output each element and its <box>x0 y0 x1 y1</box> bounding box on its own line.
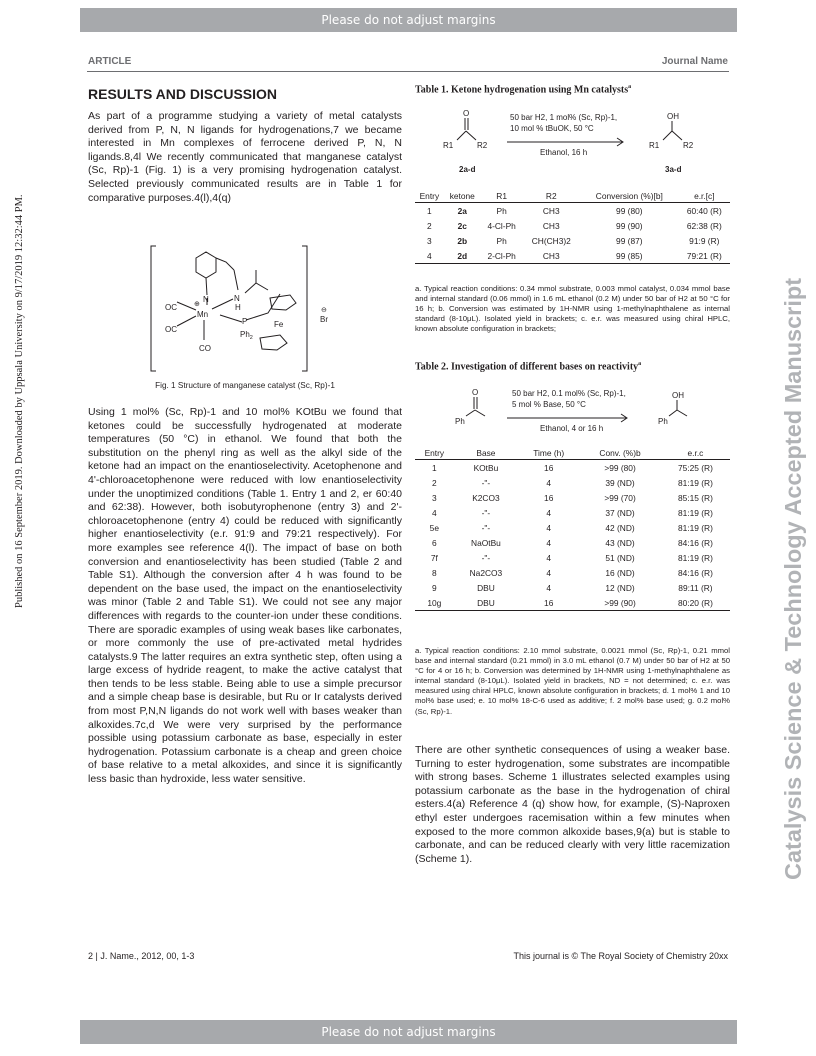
table-row <box>415 595 730 611</box>
table-cell: 16 (ND) <box>605 567 635 578</box>
table-cell: 16 <box>518 595 579 611</box>
page-footer-citation: 2 | J. Name., 2012, 00, 1-3 <box>88 951 195 961</box>
scheme-solvent: Ethanol, 4 or 16 h <box>540 424 604 433</box>
table-2 <box>415 446 730 611</box>
table-cell: 2c <box>457 220 467 231</box>
header-rule <box>87 71 729 72</box>
table-cell: 2 <box>432 477 437 488</box>
catalyst-structure-drawing <box>150 240 350 376</box>
amine-h-label: H <box>235 303 241 312</box>
table-cell: 7f <box>430 552 438 563</box>
pyridine-n-label: N <box>203 295 209 304</box>
hydroxyl-oh: OH <box>667 112 679 121</box>
scheme-conditions: 50 bar H2, 1 mol% (Sc, Rp)-1, <box>510 113 618 122</box>
table-cell: 91:9 (R) <box>689 235 720 246</box>
phosphorus-label: P <box>242 317 248 326</box>
iron-label: Fe <box>274 320 284 329</box>
table-row <box>415 490 730 505</box>
table-row <box>415 520 730 535</box>
r1-label: R1 <box>649 141 660 150</box>
r1-label: R1 <box>443 141 454 150</box>
table-cell: Ph <box>481 203 523 219</box>
table-cell: 12 (ND) <box>605 582 635 593</box>
margin-notice-bottom: Please do not adjust margins <box>80 1020 737 1044</box>
phenyl-label: Ph <box>455 417 465 426</box>
table-cell: 8 <box>432 567 437 578</box>
table-cell: 4 <box>546 477 552 488</box>
table-header-row <box>415 446 730 460</box>
table-row <box>415 550 730 565</box>
table-cell: 1 <box>415 460 454 476</box>
table-cell: 99 (90) <box>616 220 643 231</box>
table-cell: -"- <box>481 507 491 518</box>
accepted-manuscript-watermark: Catalysis Science & Technology Accepted Manuscript <box>780 277 806 880</box>
article-label: ARTICLE <box>88 56 132 67</box>
table-cell: K2CO3 <box>472 492 500 503</box>
table-1-title: Table 1. Ketone hydrogenation using Mn catalysts$^a$ <box>415 84 632 96</box>
table-1-scheme <box>415 104 730 186</box>
column-header: R2 <box>545 190 557 201</box>
table-2-title: Table 2. Investigation of different bases on reactivity$^a$ <box>415 361 642 373</box>
base-screening-scheme <box>415 382 730 438</box>
table-cell: 6 <box>432 537 437 548</box>
figure-1 <box>150 240 350 376</box>
table-cell: 99 (80) <box>580 203 679 219</box>
table-cell: -"- <box>481 477 491 488</box>
paragraph-results: Using 1 mol% (Sc, Rp)-1 and 10 mol% KOtBu we found that ketones could be successfully hydrogenated at moderate temperatures (50 °C) in ethanol. We found that both the substitution on the phenyl ring as well as the alkyl side of the ketone had an impact on the enantioselectivity. Acetophenone and 4'-chloroacetophenone were reduced with low enantioselectivity under the unoptimized conditions (Table 1. Entry 1 and 2, er 60:40 and 62:38). However, both isobutyrophenone (entry 3) and 2'-chloroacetophenone (entry 4) could be reduced with significantly higher enantioselectivity (e.r. 91:9 and 79:21 respectively). For more examples see reference 4(l). The impact of base on both conversion and enantioselectivity has been studied (Table 2 and Table S1). Although the conversion after 4 h was found to be dependent on the base used, the impact on the enantioselectivity was minor (Table 2 and Table S1). We could not see any major differences with regards to the counter-ion under these conditions. There are sporadic examples of using weak bases like carbonates, or more commonly the use of pre-activated metal hydrides catalysts.9 The latter requires an extra synthetic step, often using a large excess of hydride reagent, to make the active catalyst that then tends to be less stable. Being able to use a simple precursor and a simple cheap base is desirable, but Ru or Ir catalysts derived from most P,N,N ligands do not work well with bases weaker than alkoxides.7c,d We were very surprised by the performance possible using potassium carbonate as base, especially in ester hydrogenation. Potassium carbonate is a cheap and green choice of base relative to a metal alkoxides, and since it is significantly less basic than hydroxide, less water sensitive. <box>88 406 402 786</box>
table-row <box>415 460 730 476</box>
table-cell: 2-Cl-Ph <box>481 248 523 264</box>
table-cell: 5e <box>429 522 439 533</box>
ketone-hydrogenation-scheme <box>415 104 730 186</box>
table-row <box>415 233 730 248</box>
column-header: e.r.[c] <box>694 190 715 201</box>
table-cell: 39 (ND) <box>605 477 635 488</box>
table-cell: 4 <box>415 248 444 264</box>
table-cell: 1 <box>415 203 444 219</box>
table-cell: 4 <box>546 582 552 593</box>
table-cell: 37 (ND) <box>605 507 635 518</box>
table-cell: 16 <box>544 492 554 503</box>
table-cell: 51 (ND) <box>605 552 635 563</box>
oc-label: OC <box>165 325 177 334</box>
download-side-note: Published on 16 September 2019. Downloaded by Uppsala University on 9/17/2019 12:32:44 PM. <box>14 194 25 608</box>
table-cell: KOtBu <box>454 460 518 476</box>
table-cell: 4 <box>546 522 552 533</box>
column-header: R1 <box>496 190 507 201</box>
table-cell: NaOtBu <box>471 537 501 548</box>
paragraph-weaker-base: There are other synthetic consequences of using a weaker base. Turning to ester hydrogenation, some substrates are incompatible with strong bases. Scheme 1 illustrates selected examples using potassium carbonate as the base in the hydrogenation of chiral esters.4(a) Reference 4 (q) show how, for example, (S)-Naproxen ethyl ester undergoes racemisation within a few minutes when exposed to the more common alkoxide bases,9(a) but is stable to carbonate, and can be reduced clearly with very little racemization (Scheme 1). <box>415 744 730 865</box>
table-cell: 81:19 (R) <box>677 507 713 518</box>
table-cell: 2a <box>444 203 481 219</box>
margin-notice-top: Please do not adjust margins <box>80 8 737 32</box>
table-cell: 4 <box>546 567 552 578</box>
column-header: Time (h) <box>533 447 565 458</box>
table-cell: 42 (ND) <box>605 522 635 533</box>
table-cell: 81:19 (R) <box>677 477 713 488</box>
table-cell: 9 <box>432 582 437 593</box>
table-cell: 10g <box>415 595 454 611</box>
page-footer-copyright: This journal is © The Royal Society of Chemistry 20xx <box>513 951 728 961</box>
hydroxyl-oh: OH <box>672 391 684 400</box>
column-header: Conversion (%)[b] <box>595 190 663 201</box>
substrate-label: 2a-d <box>459 165 476 174</box>
table-cell: >99 (90) <box>579 595 661 611</box>
table-1-footnote: a. Typical reaction conditions: 0.34 mmol substrate, 0.003 mmol catalyst, 0.034 mmol base and internal standard (0.06 mmol) in 1.6 mL ethanol (0.2 M) under 50 bar of H2 at 50 °C for 16 h; b. Conversion was estimated by 1H-NMR using 1-methylnaphthalene as internal standard (8-10μL). Isolated yield in brackets; c. e.r. was measured using chiral HPLC, known absolute configuration in brackets; <box>415 284 730 334</box>
table-row <box>415 203 730 219</box>
table-cell: >99 (80) <box>579 460 661 476</box>
table-cell: 4 <box>546 507 552 518</box>
table-cell: 4-Cl-Ph <box>487 220 516 231</box>
table-cell: CH3 <box>542 220 560 231</box>
table-cell: 79:21 (R) <box>679 248 730 264</box>
bromide-label: Br <box>320 315 328 324</box>
column-header: Entry <box>424 447 445 458</box>
table-row <box>415 248 730 264</box>
table-cell: 3 <box>427 235 432 246</box>
table-cell: Ph <box>496 235 507 246</box>
table-cell: 62:38 (R) <box>686 220 722 231</box>
table-2-footnote: a. Typical reaction conditions: 2.10 mmol substrate, 0.0021 mmol (Sc, Rp)-1, 0.21 mmol base and internal standard (0.21 mmol) in 3.0 mL ethanol (0.7 M) under 50 bar of H2 at 50 °C for 4 or 16 h; b. Conversion was determined by 1H-NMR using 1-methylnaphthalene as internal standard (8-10μL). Isolated yield in brackets, ND = not determined; c. e.r. was measured using chiral HPLC, known absolute configuration in brackets; d. 1 mol% 1 and 10 mol% base used; e. 10 mol% 18-C-6 used as additive; f. 2 mol% base used; g. 0.2 mol% (Sc, Rp)-1. <box>415 646 730 716</box>
paragraph-intro: As part of a programme studying a variety of metal catalysts derived from P, N, N ligands for hydrogenations,7 we became interested in Mn complexes of ferrocene derived P, N, N ligands.8,4l We recently communicated that manganese catalyst (Sc, Rp)-1 (Fig. 1) is a very promising hydrogenation catalyst. Selected previously communicated results are in Table 1 for comparative purposes.4(l),4(q) <box>88 110 402 204</box>
scheme-conditions: 10 mol % tBuOK, 50 °C <box>510 124 594 133</box>
table-cell: 80:20 (R) <box>661 595 730 611</box>
carbonyl-o: O <box>463 109 470 118</box>
table-cell: CH(CH3)2 <box>531 235 571 246</box>
table-cell: 2 <box>427 220 432 231</box>
table-cell: 2b <box>457 235 468 246</box>
scheme-conditions: 5 mol % Base, 50 °C <box>512 400 586 409</box>
table-cell: 99 (85) <box>580 248 679 264</box>
table-cell: 43 (ND) <box>605 537 635 548</box>
table-cell: 81:19 (R) <box>677 522 713 533</box>
table-cell: >99 (70) <box>604 492 636 503</box>
table-row <box>415 218 730 233</box>
table-cell: DBU <box>454 595 518 611</box>
figure-1-caption: Fig. 1 Structure of manganese catalyst (Sc, Rp)-1 <box>155 381 335 390</box>
table-cell: 81:19 (R) <box>677 552 713 563</box>
table-cell: 3 <box>432 492 437 503</box>
r2-label: R2 <box>477 141 488 150</box>
mn-label: Mn <box>197 310 209 319</box>
r2-label: R2 <box>683 141 694 150</box>
table-cell: CH3 <box>523 248 581 264</box>
amine-n-label: N <box>234 294 240 303</box>
phenyl-label: Ph <box>658 417 668 426</box>
column-header: ketone <box>449 190 475 201</box>
column-header: Entry <box>419 190 440 201</box>
carbonyl-o: O <box>472 388 479 397</box>
table-cell: -"- <box>481 522 491 533</box>
table-1 <box>415 189 730 264</box>
table-row <box>415 580 730 595</box>
ph2-label: $Ph_2$ <box>240 330 253 341</box>
column-header: e.r.c <box>687 447 704 458</box>
table-row <box>415 475 730 490</box>
table-cell: 2d <box>444 248 481 264</box>
section-heading: RESULTS AND DISCUSSION <box>88 86 278 102</box>
table-cell: -"- <box>481 552 491 563</box>
table-row <box>415 565 730 580</box>
co-label: CO <box>199 344 211 353</box>
scheme-conditions: 50 bar H2, 0.1 mol% (Sc, Rp)-1, <box>512 389 626 398</box>
table-cell: 85:15 (R) <box>677 492 713 503</box>
plus-charge-icon: ⊕ <box>194 301 200 308</box>
table-cell: 4 <box>432 507 437 518</box>
column-header: Base <box>476 447 496 458</box>
oc-label: OC <box>165 303 177 312</box>
table-cell: 84:16 (R) <box>677 537 713 548</box>
table-cell: 4 <box>546 552 552 563</box>
table-cell: 4 <box>546 537 552 548</box>
table-row <box>415 505 730 520</box>
column-header: Conv. (%)b <box>599 447 641 458</box>
table-cell: 84:16 (R) <box>677 567 713 578</box>
journal-name-label: Journal Name <box>661 56 728 67</box>
minus-charge-icon: ⊖ <box>321 307 327 314</box>
table-cell: Na2CO3 <box>469 567 503 578</box>
table-cell: 75:25 (R) <box>661 460 730 476</box>
product-label: 3a-d <box>665 165 682 174</box>
table-cell: 89:11 (R) <box>678 582 713 593</box>
table-2-scheme <box>415 382 730 438</box>
table-cell: 60:40 (R) <box>679 203 730 219</box>
table-cell: DBU <box>477 582 495 593</box>
table-cell: 99 (87) <box>616 235 643 246</box>
scheme-solvent: Ethanol, 16 h <box>540 148 588 157</box>
table-cell: 16 <box>518 460 579 476</box>
table-row <box>415 535 730 550</box>
table-cell: CH3 <box>523 203 581 219</box>
table-header-row <box>415 189 730 203</box>
